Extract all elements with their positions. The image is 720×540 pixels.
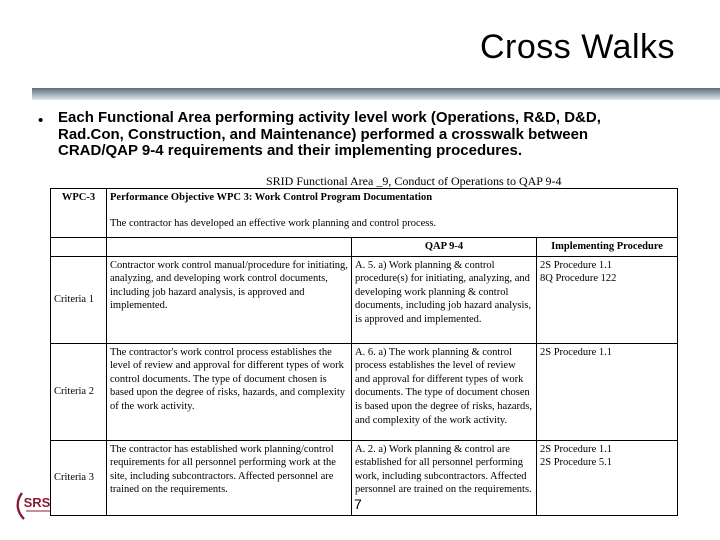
criteria-procedure: 2S Procedure 1.1 bbox=[537, 343, 678, 440]
header-row bbox=[51, 238, 678, 257]
objective-cell bbox=[107, 189, 678, 238]
criteria-qap: A. 6. a) The work planning & control process establishes the level of review and approval for different types of work documents. The type of document chosen is based upon the degree of risks, hazards, and complexity of the work activity. bbox=[352, 343, 537, 440]
header-blank-2 bbox=[107, 238, 352, 257]
criteria-label: Criteria 1 bbox=[51, 256, 107, 343]
header-blank-1 bbox=[51, 238, 107, 257]
criteria-procedure: 2S Procedure 1.1 8Q Procedure 122 bbox=[537, 256, 678, 343]
criteria-requirement: The contractor has established work planning/control requirements for all personnel performing work at the site, including subcontractors. Affected personnel are trained on the requirements. bbox=[107, 440, 352, 515]
bullet-text: Each Functional Area performing activity level work (Operations, R&D, D&D, Rad.Con, Construction, and Maintenance) performed a crosswalk between CRAD/QAP 9-4 requirements and their implementing procedures. bbox=[58, 109, 601, 159]
criteria-row bbox=[51, 440, 678, 515]
criteria-qap: A. 5. a) Work planning & control procedure(s) for initiating, analyzing, and developing work planning & control documents, including job hazard analysis, is approved and implemented. bbox=[352, 256, 537, 343]
criteria-label: Criteria 3 bbox=[51, 440, 107, 515]
qap-header: QAP 9-4 bbox=[352, 238, 537, 257]
objective-code: WPC-3 bbox=[51, 189, 107, 238]
page-number: 7 bbox=[354, 496, 362, 512]
slide-title: Cross Walks bbox=[479, 28, 675, 66]
criteria-row bbox=[51, 256, 678, 343]
objective-description: The contractor has developed an effective work planning and control process. bbox=[110, 217, 437, 229]
objective-row bbox=[51, 189, 678, 238]
objective-title: Performance Objective WPC 3: Work Control Program Documentation bbox=[110, 192, 433, 203]
criteria-label: Criteria 2 bbox=[51, 343, 107, 440]
criteria-requirement: The contractor's work control process establishes the level of review and approval for different types of work control documents. The type of document chosen is based upon the degree of risks, hazards, and complexity of the work activity. bbox=[107, 343, 352, 440]
criteria-row bbox=[51, 343, 678, 440]
document-heading: SRID Functional Area _9, Conduct of Operations to QAP 9-4 bbox=[266, 174, 562, 188]
criteria-procedure: 2S Procedure 1.1 2S Procedure 5.1 bbox=[537, 440, 678, 515]
procedure-header: Implementing Procedure bbox=[537, 238, 678, 257]
criteria-qap: A. 2. a) Work planning & control are established for all personnel performing work, including subcontractors. Affected personnel are trained on the requirements. bbox=[352, 440, 537, 515]
crosswalk-table bbox=[50, 188, 678, 516]
title-divider bbox=[32, 88, 720, 100]
bullet-marker: • bbox=[38, 112, 44, 129]
criteria-requirement: Contractor work control manual/procedure for initiating, analyzing, and developing work control documents, including job hazard analysis, is approved and implemented. bbox=[107, 256, 352, 343]
crosswalk-document bbox=[50, 188, 677, 496]
logo-text: SRS bbox=[23, 495, 51, 510]
srs-logo bbox=[14, 487, 56, 523]
